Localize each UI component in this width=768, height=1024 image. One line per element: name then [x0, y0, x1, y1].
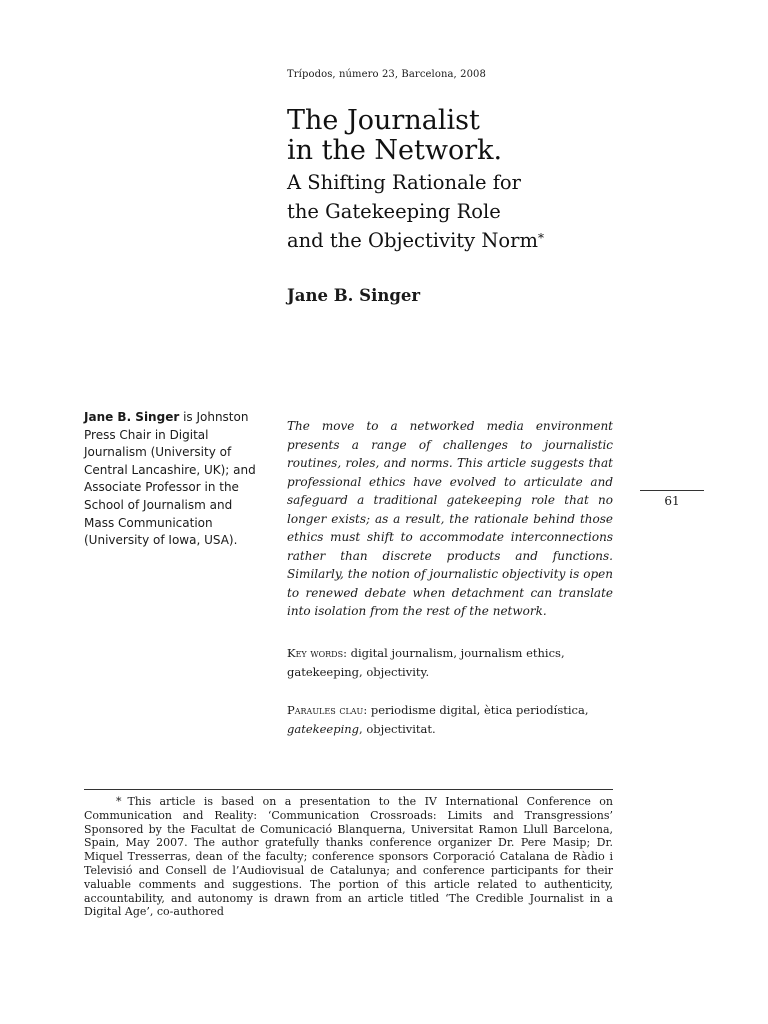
footnote-marker[interactable]: * [537, 231, 544, 245]
page-number: 61 [664, 494, 680, 508]
title-line-2: in the Network. [287, 135, 503, 166]
page-number-rule [640, 490, 704, 491]
keywords [287, 644, 613, 681]
bio-text: is Johnston Press Chair in Digital Journalism (University of Central Lancashire, UK); and Associate Professor in the School of Journalism and Mass Communication (University of Iowa, USA). [84, 410, 256, 548]
author-bio [84, 409, 264, 550]
title-line-1: The Journalist [287, 105, 480, 136]
subtitle-line-2: the Gatekeeping Role [287, 200, 501, 223]
footnote-rule [84, 789, 613, 790]
footnote-text: This article is based on a presentation to the IV International Conference on Communication and Reality: ‘Communication Crossroads: Limits and Transgressions’ Sponsored by the Facultat de Comunicació Blanquerna, Universitat Ramon Llull Barcelona, Spain, May 2007. The author gratefully thanks conference organizer Dr. Pere Masip; Dr. Miquel Tresserras, dean of the faculty; conference sponsors Corporació Catalana de Ràdio i Televisió and Consell de l’Audiovisual de Catalunya; and conference participants for their valuable comments and suggestions. The portion of this article related to authenticity, accountability, and autonomy is drawn from an article titled ‘The Credible Journalist in a Digital Age’, co-authored [84, 795, 613, 919]
journal-citation: Trípodos, número 23, Barcelona, 2008 [287, 69, 486, 80]
bio-author-name: Jane B. Singer [84, 410, 180, 424]
footnote [84, 795, 613, 919]
keywords-text: : digital journalism, journalism ethics, gatekeeping, objectivity. [287, 646, 565, 679]
subtitle-line-3: and the Objectivity Norm* [287, 229, 544, 252]
abstract: The move to a networked media environment presents a range of challenges to journalistic routines, roles, and norms. This article suggests that professional ethics have evolved to articulate and safeguard a traditional gatekeeping role that no longer exists; as a result, the rationale behind those ethics must shift to accommodate interconnections rather than discrete products and functions. Similarly, the notion of journalistic objectivity is open to renewed debate when detachment can translate into isolation from the rest of the network. [287, 419, 613, 618]
footnote-mark: * [116, 795, 122, 808]
paraules-label: Paraules clau [287, 703, 364, 717]
article-title [287, 106, 627, 166]
paraules-clau: Paraules clau: periodisme digital, ètica periodística, gatekeeping, objectivitat. [287, 703, 589, 736]
author-name: Jane B. Singer [287, 286, 421, 305]
subtitle-line-1: A Shifting Rationale for [287, 171, 521, 194]
keywords-label: Key words [287, 646, 344, 660]
article-subtitle [287, 168, 627, 255]
